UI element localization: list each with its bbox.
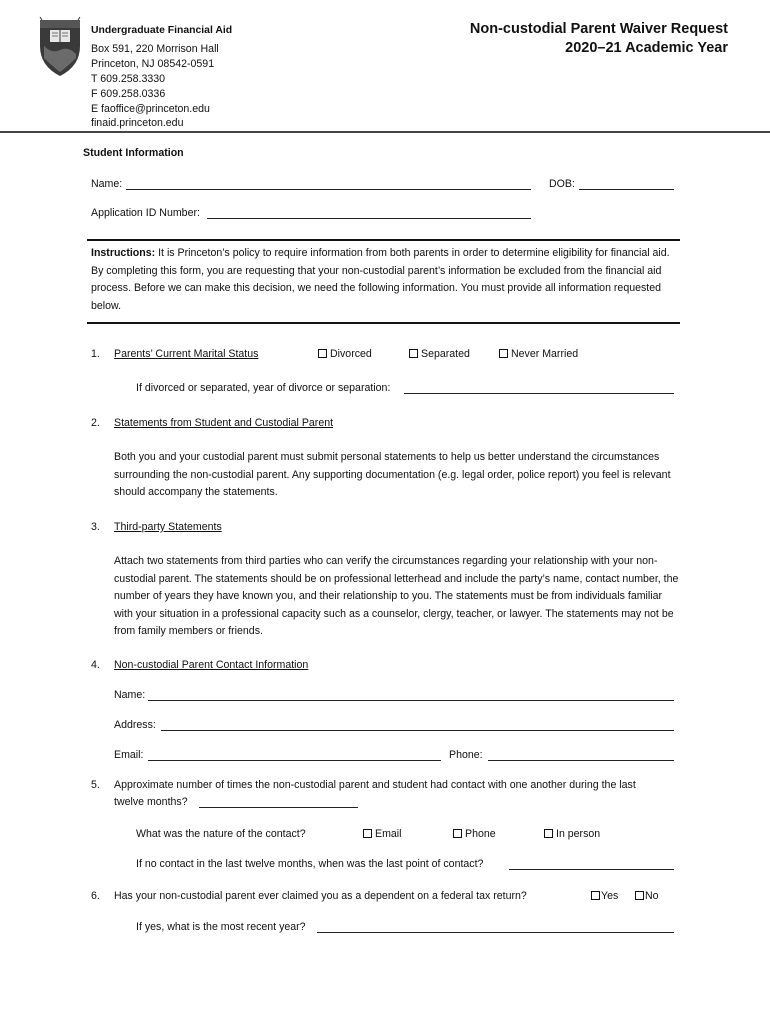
dependent-no-option[interactable] [635, 890, 659, 902]
section5-number: 5. [91, 779, 100, 791]
instructions-bottom-rule [87, 322, 680, 324]
never-married-option[interactable] [499, 348, 578, 360]
parent-phone-field[interactable] [488, 760, 674, 761]
separated-option[interactable] [409, 348, 470, 360]
instructions-text [91, 245, 683, 315]
never-married-label: Never Married [511, 348, 579, 360]
student-dob-label: DOB: [549, 178, 575, 190]
in-person-contact-option[interactable] [544, 828, 600, 840]
phone-contact-label: Phone [465, 828, 496, 840]
application-id-field[interactable] [207, 218, 531, 219]
section2-title: Statements from Student and Custodial Parent [114, 417, 334, 429]
contact-nature-label: What was the nature of the contact? [136, 828, 306, 840]
form-academic-year: 2020–21 Academic Year [565, 40, 728, 56]
section1-number: 1. [91, 348, 100, 360]
office-fax: F 609.258.0336 [91, 88, 166, 100]
phone-contact-option[interactable] [453, 828, 496, 840]
student-name-field[interactable] [126, 189, 531, 190]
section3-number: 3. [91, 521, 100, 533]
section2-text: Both you and your custodial parent must submit personal statements to help us better understand the circumstances surrounding the non-custodial parent. Any supporting documentation (e.g. legal order, police report) you feel is relevant should accompany the statements. [114, 451, 671, 498]
parent-address-label: Address: [114, 719, 156, 731]
divorce-year-label: If divorced or separated, year of divorce or separation: [136, 382, 391, 394]
email-contact-label: Email [375, 828, 402, 840]
dependent-no-label: No [645, 890, 659, 902]
dependent-no-checkbox[interactable] [635, 891, 644, 900]
office-address-line1: Box 591, 220 Morrison Hall [91, 43, 219, 55]
office-email: E faoffice@princeton.edu [91, 103, 210, 115]
divorce-year-field[interactable] [404, 393, 674, 394]
phone-contact-checkbox[interactable] [453, 829, 462, 838]
dependent-question: Has your non-custodial parent ever claimed you as a dependent on a federal tax return? [114, 890, 527, 902]
separated-label: Separated [421, 348, 470, 360]
contact-count-field[interactable] [199, 807, 358, 808]
section3-text: Attach two statements from third parties who can verify the circumstances regarding your relationship with your non-custodial parent. The statements should be on professional letterhead and include the party’s name, contact number, the number of years they have known you, and their relationship to you. The statements must be from individuals familiar with your situation in a professional capacity such as a counselor, clergy, teacher, or lawyer. The statements may not be from family members or friends. [114, 555, 679, 637]
last-contact-label: If no contact in the last twelve months, when was the last point of contact? [136, 858, 484, 870]
in-person-contact-checkbox[interactable] [544, 829, 553, 838]
contact-count-question-line2: twelve months? [114, 796, 188, 808]
divorced-label: Divorced [330, 348, 372, 360]
recent-year-label: If yes, what is the most recent year? [136, 921, 306, 933]
application-id-label: Application ID Number: [91, 207, 200, 219]
header-divider [0, 131, 770, 133]
form-title: Non-custodial Parent Waiver Request [469, 21, 728, 37]
section4-number: 4. [91, 659, 100, 671]
divorced-option[interactable] [318, 348, 372, 360]
section4-title: Non-custodial Parent Contact Information [114, 659, 309, 671]
office-phone: T 609.258.3330 [91, 73, 166, 85]
office-address-line2: Princeton, NJ 08542-0591 [91, 58, 215, 70]
divorced-checkbox[interactable] [318, 349, 327, 358]
parent-phone-label: Phone: [449, 749, 483, 761]
email-contact-checkbox[interactable] [363, 829, 372, 838]
section3-title: Third-party Statements [114, 521, 222, 533]
student-dob-field[interactable] [579, 189, 674, 190]
parent-email-field[interactable] [148, 760, 441, 761]
parent-name-label: Name: [114, 689, 146, 701]
dependent-yes-option[interactable] [591, 890, 618, 902]
never-married-checkbox[interactable] [499, 349, 508, 358]
office-website: finaid.princeton.edu [91, 117, 184, 129]
in-person-contact-label: In person [556, 828, 601, 840]
princeton-shield-logo [38, 16, 82, 78]
recent-year-field[interactable] [317, 932, 674, 933]
section6-number: 6. [91, 890, 100, 902]
instructions-top-rule [87, 239, 680, 241]
email-contact-option[interactable] [363, 828, 402, 840]
instructions-body: It is Princeton’s policy to require information from both parents in order to determine eligibility for financial aid. By completing this form, you are requesting that your non-custodial parent’s information be excluded from the financial aid process. Before we can make this decision, we need the following information. You must provide all information requested below. [91, 247, 670, 312]
last-contact-field[interactable] [509, 869, 674, 870]
parent-address-field[interactable] [161, 730, 674, 731]
section1-title: Parents’ Current Marital Status [114, 348, 259, 360]
dependent-yes-checkbox[interactable] [591, 891, 600, 900]
separated-checkbox[interactable] [409, 349, 418, 358]
dependent-yes-label: Yes [601, 890, 619, 902]
section2-number: 2. [91, 417, 100, 429]
contact-count-question-line1: Approximate number of times the non-custodial parent and student had contact with one another during the last [114, 779, 636, 791]
instructions-label: Instructions: [91, 247, 156, 259]
office-name: Undergraduate Financial Aid [91, 25, 233, 36]
student-info-heading: Student Information [83, 147, 184, 159]
parent-name-field[interactable] [148, 700, 674, 701]
student-name-label: Name: [91, 178, 123, 190]
parent-email-label: Email: [114, 749, 144, 761]
